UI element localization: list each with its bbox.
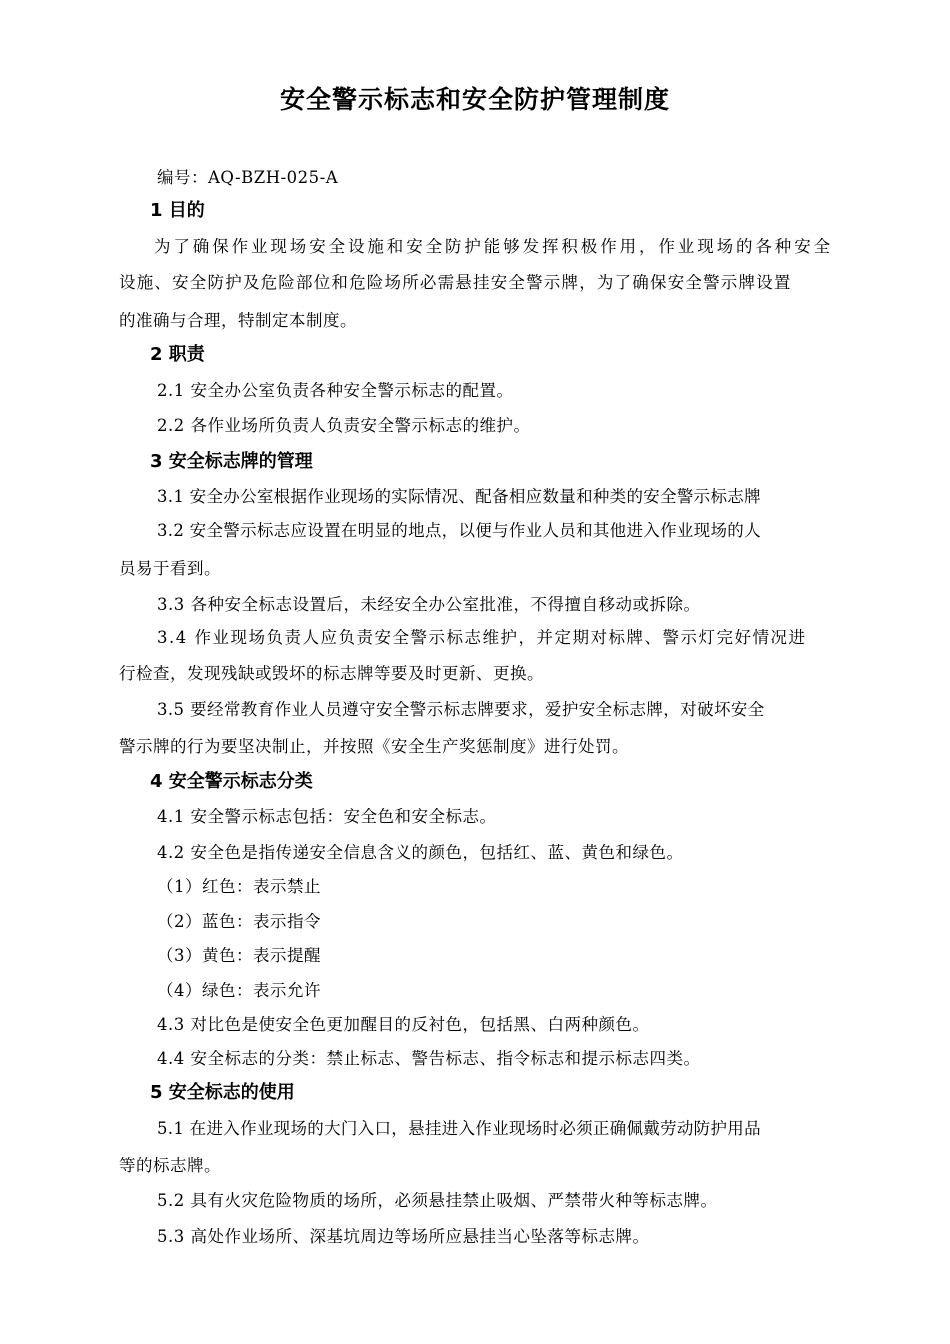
list-item: 3.4 作业现场负责人应负责安全警示标志维护，并定期对标牌、警示灯完好情况进 bbox=[157, 628, 807, 647]
list-item-continuation: 员易于看到。 bbox=[119, 559, 221, 578]
list-item: 4.2 安全色是指传递安全信息含义的颜色，包括红、蓝、黄色和绿色。 bbox=[157, 843, 684, 862]
list-item-continuation: 警示牌的行为要坚决制止，并按照《安全生产奖惩制度》进行处罚。 bbox=[119, 737, 629, 756]
section-heading-sign-management: 3 安全标志牌的管理 bbox=[150, 451, 313, 472]
document-code: 编号：AQ-BZH-025-A bbox=[157, 168, 339, 187]
section-heading-purpose: 1 目的 bbox=[150, 200, 205, 221]
list-item: 3.3 各种安全标志设置后，未经安全办公室批准，不得擅自移动或拆除。 bbox=[157, 595, 701, 614]
list-item: 5.1 在进入作业现场的大门入口，悬挂进入作业现场时必须正确佩戴劳动防护用品 bbox=[157, 1119, 761, 1138]
section-heading-classification: 4 安全警示标志分类 bbox=[150, 771, 313, 792]
color-item-red: （1）红色：表示禁止 bbox=[157, 877, 321, 896]
section-heading-usage: 5 安全标志的使用 bbox=[150, 1082, 295, 1103]
list-item: 2.1 安全办公室负责各种安全警示标志的配置。 bbox=[157, 381, 514, 400]
paragraph-line: 为了确保作业现场安全设施和安全防护能够发挥积极作用，作业现场的各种安全 bbox=[154, 237, 833, 256]
list-item: 3.2 安全警示标志应设置在明显的地点，以便与作业人员和其他进入作业现场的人 bbox=[157, 521, 761, 540]
paragraph-line: 的准确与合理，特制定本制度。 bbox=[119, 311, 357, 330]
list-item: 5.3 高处作业场所、深基坑周边等场所应悬挂当心坠落等标志牌。 bbox=[157, 1227, 650, 1246]
list-item: 2.2 各作业场所负责人负责安全警示标志的维护。 bbox=[157, 416, 531, 435]
list-item: 3.1 安全办公室根据作业现场的实际情况、配备相应数量和种类的安全警示标志牌 bbox=[157, 487, 761, 506]
list-item: 5.2 具有火灾危险物质的场所，必须悬挂禁止吸烟、严禁带火种等标志牌。 bbox=[157, 1191, 718, 1210]
paragraph-line: 设施、安全防护及危险部位和危险场所必需悬挂安全警示牌，为了确保安全警示牌设置 bbox=[119, 273, 792, 292]
list-item: 3.5 要经常教育作业人员遵守安全警示标志牌要求，爱护安全标志牌，对破坏安全 bbox=[157, 700, 765, 719]
color-item-blue: （2）蓝色：表示指令 bbox=[157, 912, 321, 931]
list-item-continuation: 行检查，发现残缺或毁坏的标志牌等要及时更新、更换。 bbox=[119, 664, 544, 683]
color-item-yellow: （3）黄色：表示提醒 bbox=[157, 946, 321, 965]
section-heading-duties: 2 职责 bbox=[150, 344, 205, 365]
list-item-continuation: 等的标志牌。 bbox=[119, 1156, 221, 1175]
list-item: 4.3 对比色是使安全色更加醒目的反衬色，包括黑、白两种颜色。 bbox=[157, 1015, 650, 1034]
list-item: 4.1 安全警示标志包括：安全色和安全标志。 bbox=[157, 807, 497, 826]
color-item-green: （4）绿色：表示允许 bbox=[157, 981, 321, 1000]
document-title: 安全警示标志和安全防护管理制度 bbox=[279, 85, 670, 114]
list-item: 4.4 安全标志的分类：禁止标志、警告标志、指令标志和提示标志四类。 bbox=[157, 1049, 701, 1068]
